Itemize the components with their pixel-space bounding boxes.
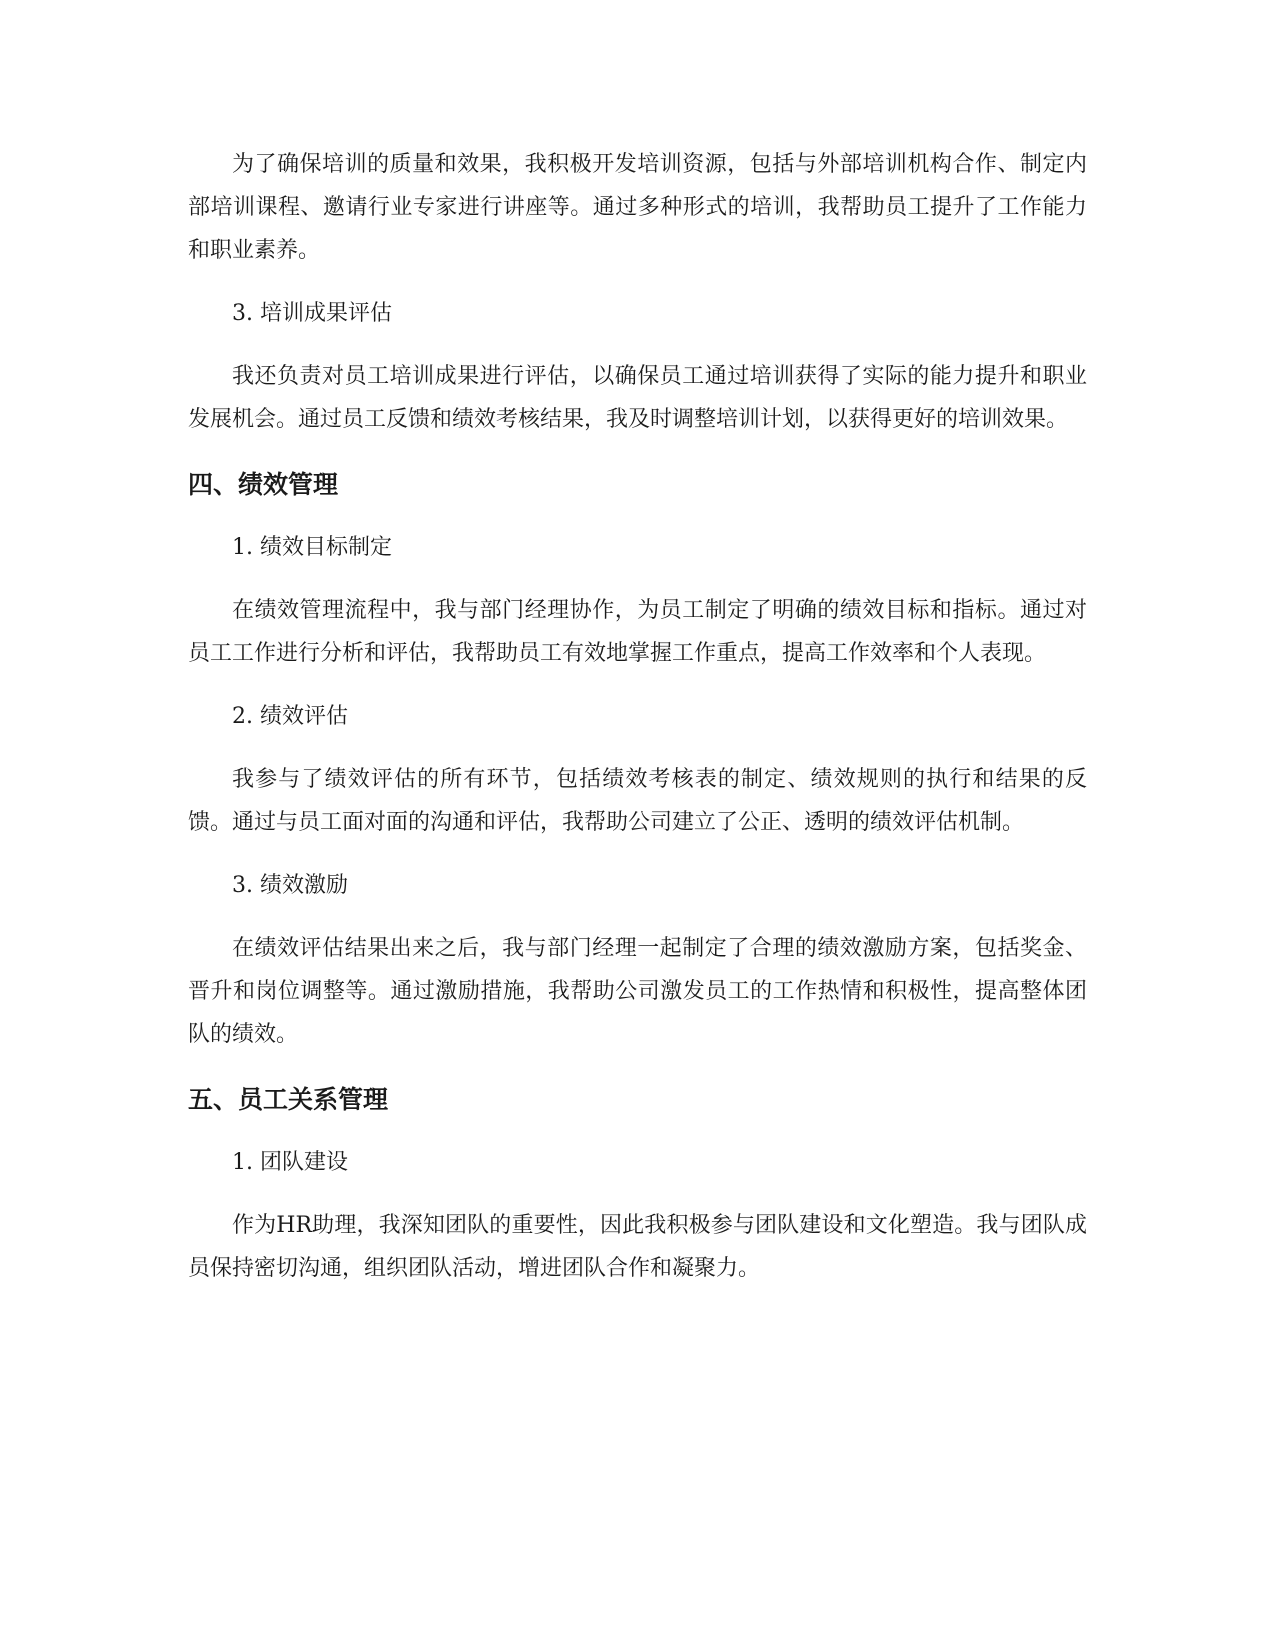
section-heading-performance: 四、绩效管理 xyxy=(188,470,339,499)
paragraph-training-evaluation: 我还负责对员工培训成果进行评估，以确保员工通过培训获得了实际的能力提升和职业发展机会。通过员工反馈和绩效考核结果，我及时调整培训计划，以获得更好的培训效果。 xyxy=(188,364,1087,432)
subsection-training-evaluation: 3. 培训成果评估 xyxy=(232,301,392,326)
subsection-performance-goals: 1. 绩效目标制定 xyxy=(232,535,392,560)
paragraph-performance-evaluation: 我参与了绩效评估的所有环节，包括绩效考核表的制定、绩效规则的执行和结果的反馈。通过与员工面对面的沟通和评估，我帮助公司建立了公正、透明的绩效评估机制。 xyxy=(188,767,1087,835)
paragraph-performance-incentives: 在绩效评估结果出来之后，我与部门经理一起制定了合理的绩效激励方案，包括奖金、晋升和岗位调整等。通过激励措施，我帮助公司激发员工的工作热情和积极性，提高整体团队的绩效。 xyxy=(188,936,1087,1047)
paragraph-performance-goals: 在绩效管理流程中，我与部门经理协作，为员工制定了明确的绩效目标和指标。通过对员工工作进行分析和评估，我帮助员工有效地掌握工作重点，提高工作效率和个人表现。 xyxy=(188,598,1087,666)
paragraph-training-resources: 为了确保培训的质量和效果，我积极开发培训资源，包括与外部培训机构合作、制定内部培训课程、邀请行业专家进行讲座等。通过多种形式的培训，我帮助员工提升了工作能力和职业素养。 xyxy=(188,152,1087,263)
subsection-performance-incentives: 3. 绩效激励 xyxy=(232,873,348,898)
paragraph-team-building: 作为HR助理，我深知团队的重要性，因此我积极参与团队建设和文化塑造。我与团队成员保持密切沟通，组织团队活动，增进团队合作和凝聚力。 xyxy=(188,1213,1087,1281)
subsection-team-building: 1. 团队建设 xyxy=(232,1150,348,1175)
subsection-performance-evaluation: 2. 绩效评估 xyxy=(232,704,348,729)
section-heading-employee-relations: 五、员工关系管理 xyxy=(188,1085,389,1114)
